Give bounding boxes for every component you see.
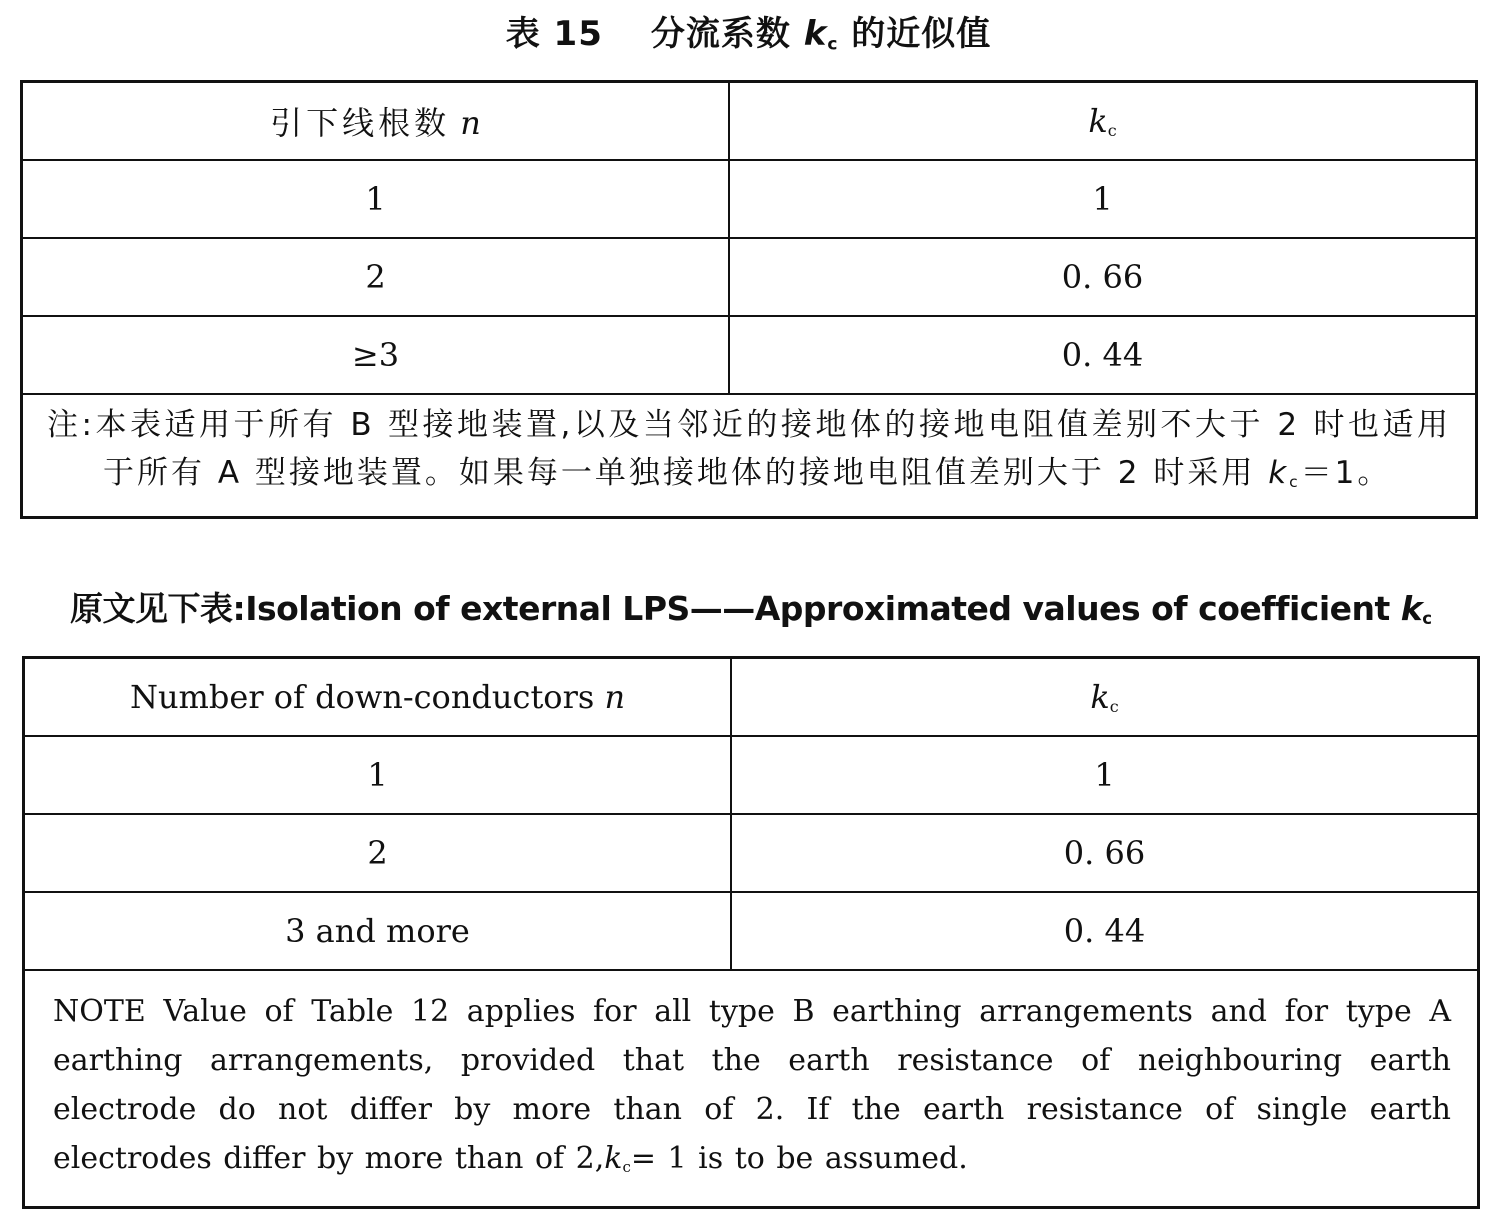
table15-cell-n: 2: [22, 238, 730, 316]
original-table-cell-kc: 0. 66: [731, 814, 1479, 892]
table-row: [22, 316, 1477, 394]
original-table-cell-kc: 1: [731, 736, 1479, 814]
original-table-note-row: [24, 970, 1479, 1207]
original-table-header-row: [24, 658, 1479, 737]
table-row: [24, 814, 1479, 892]
original-table: [22, 656, 1480, 1209]
original-table-cell-kc: 0. 44: [731, 892, 1479, 970]
table-row: [24, 736, 1479, 814]
original-table-title: [70, 584, 1490, 644]
table-row: [22, 160, 1477, 238]
original-table-cell-n: 3 and more: [24, 892, 732, 970]
original-table-header-kc: $k_c$: [731, 658, 1479, 737]
original-table-note: NOTE Value of Table 12 applies for all type B earthing arrangements and for type A earthing arrangements, provided that the earth resistance of neighbouring earth electrode do not differ by more than of 2. If the earth resistance of single earth electrodes differ by more than of $2,k_c= 1$ is to be assumed.: [24, 970, 1479, 1207]
original-table-title-k: $k_c$: [1400, 589, 1432, 629]
table15-header-n: 引下线根数 n: [22, 82, 730, 161]
table15-title-text: 分流系数: [650, 14, 791, 54]
table15-cell-n: ≥3: [22, 316, 730, 394]
original-table-title-text: Isolation of external LPS——Approximated values of coefficient: [245, 589, 1401, 628]
table15-note-row: [22, 394, 1477, 517]
table15-title: [0, 8, 1497, 70]
table15-cell-kc: 0. 66: [729, 238, 1477, 316]
original-table-title-prefix: 原文见下表:: [70, 589, 246, 628]
table15: [20, 80, 1478, 519]
table-row: [22, 238, 1477, 316]
original-table-cell-n: 1: [24, 736, 732, 814]
table15-title-k: $k_c$: [803, 14, 839, 55]
table15-cell-n: 1: [22, 160, 730, 238]
table-row: [24, 892, 1479, 970]
table15-cell-kc: 0. 44: [729, 316, 1477, 394]
table15-cell-kc: 1: [729, 160, 1477, 238]
original-table-cell-n: 2: [24, 814, 732, 892]
table15-header-row: [22, 82, 1477, 161]
table15-title-label: 表 15: [505, 14, 603, 54]
table15-note: 注:本表适用于所有 B 型接地装置,以及当邻近的接地体的接地电阻值差别不大于 2 时也适用于所有 A 型接地装置。如果每一单独接地体的接地电阻值差别大于 2 时采用 $k_c=1$。: [22, 394, 1477, 517]
table15-header-kc: $k_c$: [729, 82, 1477, 161]
table15-title-suffix: 的近似值: [851, 14, 992, 54]
original-table-header-n: Number of down-conductors n: [24, 658, 732, 737]
